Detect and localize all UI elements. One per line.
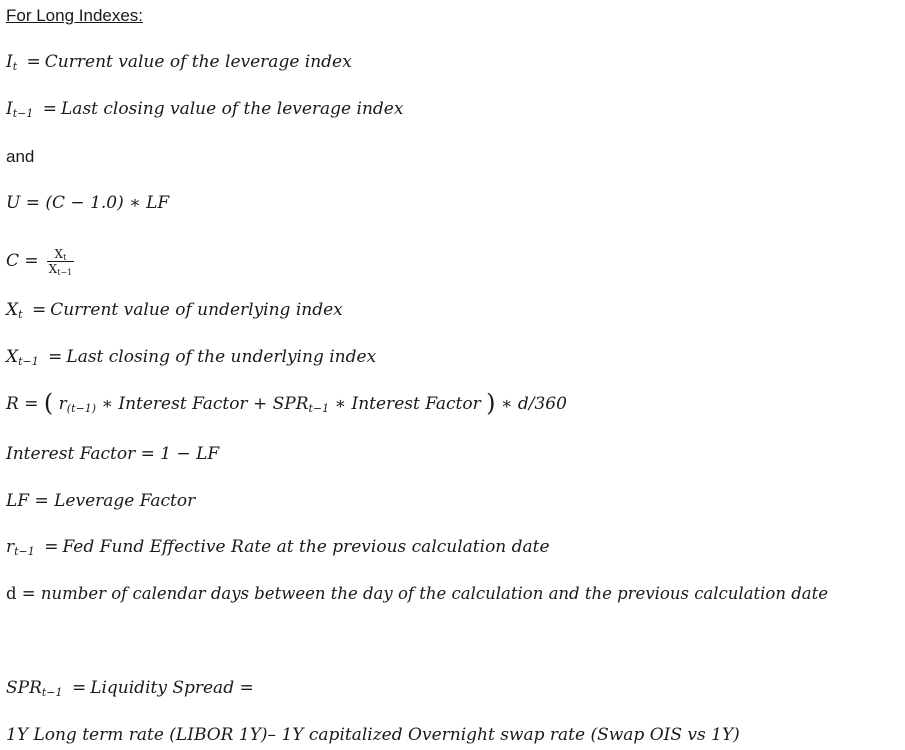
definition-xt-1: $X_{t-1}$ = Last closing of the underlying index [6,347,377,368]
it-symbol: $I_t$ [6,52,18,73]
section-heading: For Long Indexes: [6,6,144,25]
xt-description: Current value of underlying index [50,300,343,320]
d-symbol: d = [6,584,36,603]
definition-it-1: $I_{t-1}$ = Last closing value of the leverage index [6,99,404,120]
xt-symbol: $X_t$ [6,300,23,321]
it1-description: Last closing value of the leverage index [61,99,404,119]
liquidity-spread-formula: 1Y Long term rate (LIBOR 1Y)– 1Y capitalized Overnight swap rate (Swap OIS vs 1Y) [6,725,740,745]
equation-interest-factor: Interest Factor = 1 − LF [6,444,220,464]
c-symbol: C = [6,251,39,271]
r-rate: $r_{(t-1)}$ [58,394,96,415]
xt1-description: Last closing of the underlying index [66,347,377,367]
c-denominator: $X_{t-1}$ [48,261,73,277]
xt1-symbol: $X_{t-1}$ [6,347,39,368]
definition-rt-1: $r_{t-1}$ = Fed Fund Effective Rate at the previous calculation date [6,537,550,558]
and-word: and [6,147,35,166]
spr-symbol: $SPR_{t-1}$ [6,678,63,699]
definition-spr: $SPR_{t-1}$ = Liquidity Spread = [6,678,254,699]
d-description: number of calendar days between the day of the calculation and the previous calculation date [40,584,829,603]
it1-symbol: $I_{t-1}$ [6,99,34,120]
definition-xt: $X_t$ = Current value of underlying index [6,300,343,321]
rt1-symbol: $r_{t-1}$ [6,537,35,558]
r-middle: ∗ Interest Factor + $SPR_{t-1}$ [101,394,330,415]
rt1-description: Fed Fund Effective Rate at the previous calculation date [62,537,550,557]
equation-c [6,236,74,286]
r-lhs: R = [6,394,39,414]
definition-d [6,584,828,603]
c-fraction [47,247,75,276]
it-description: Current value of the leverage index [44,52,352,72]
r-end: ∗ d/360 [500,394,567,414]
equation-lf: LF = Leverage Factor [6,491,196,511]
r-tail: ∗ Interest Factor [334,394,481,414]
equation-r: R = ( $r_{(t-1)}$ ∗ Interest Factor + $SPR_{t-1}$ ∗ Interest Factor ) ∗ d/360 [6,389,567,417]
equation-u: U = (C − 1.0) ∗ LF [6,193,170,213]
spr-description: Liquidity Spread = [90,678,254,698]
definition-it: $I_t$ = Current value of the leverage index [6,52,352,73]
c-numerator: $X_t$ [54,246,67,262]
